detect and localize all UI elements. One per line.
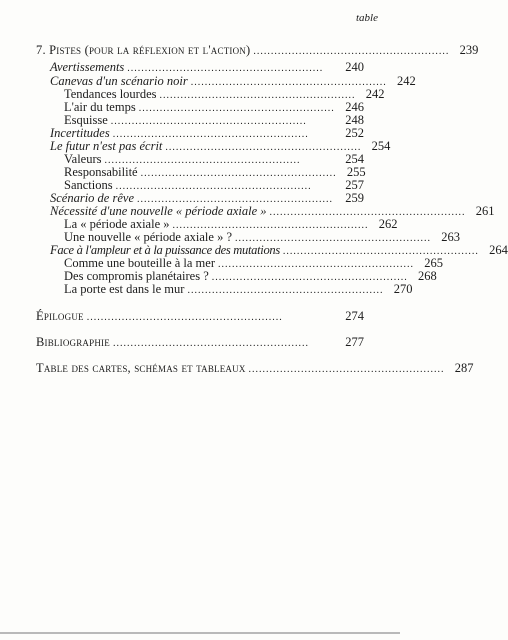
toc-entry-page: 254	[371, 139, 391, 153]
toc-entry-page: 257	[345, 178, 364, 192]
toc-epilogue	[36, 310, 364, 324]
page-edge-shadow	[0, 632, 400, 634]
leader-dots: ........................................................	[172, 220, 369, 231]
leader-dots: ........................................................	[165, 142, 362, 153]
leader-dots: ........................................................	[86, 312, 283, 323]
toc-entry-page: 261	[475, 204, 495, 218]
toc-entry-title: Esquisse	[64, 113, 108, 127]
leader-dots: ........................................................	[140, 168, 337, 179]
toc-entry-title: Valeurs	[64, 152, 102, 166]
toc-entry-title: Canevas d'un scénario noir	[50, 74, 188, 88]
leader-dots: ........................................................	[253, 46, 450, 57]
toc-section	[50, 61, 364, 75]
leader-dots: ........................................................	[137, 194, 333, 205]
leader-dots: ........................................................	[159, 90, 356, 101]
toc-entry-page: 270	[393, 282, 413, 296]
toc-entry-page: 274	[345, 309, 364, 323]
toc-entry-title: Comme une bouteille à la mer	[64, 256, 215, 270]
leader-dots: ........................................................	[190, 77, 387, 88]
toc-entry-page: 268	[418, 269, 437, 283]
toc-entry-page: 265	[424, 256, 443, 270]
toc-entry-title: Épilogue	[36, 309, 84, 323]
leader-dots: ........................................................	[235, 233, 431, 244]
toc-entry-page: 259	[345, 191, 364, 205]
toc-chapter-7	[36, 43, 479, 58]
toc-entry-page: 252	[345, 126, 364, 140]
toc-entry-page: 242	[365, 87, 385, 101]
toc-entry-page: 263	[441, 230, 460, 244]
toc-entry-title: Incertitudes	[50, 126, 110, 140]
leader-dots: ........................................................	[115, 181, 312, 192]
toc-entry-page: 264	[489, 243, 508, 257]
toc-entry-page: 277	[345, 335, 364, 349]
leader-dots: ........................................................	[110, 116, 307, 127]
toc-entry-page: 287	[454, 361, 474, 375]
toc-entry-page: 255	[346, 165, 366, 179]
toc-entry-title: Table des cartes, schémas et tableaux	[36, 361, 246, 375]
toc-entry-title: Scénario de rêve	[50, 191, 134, 205]
toc-entry-title: Le futur n'est pas écrit	[50, 139, 163, 153]
toc-list-of-figures	[36, 361, 474, 376]
toc-entry-title: Nécessité d'une nouvelle « période axiale »	[50, 204, 267, 218]
leader-dots: ........................................................	[104, 155, 301, 166]
leader-dots: ........................................................	[269, 207, 466, 218]
toc-bibliography	[36, 336, 364, 350]
leader-dots: ........................................................	[127, 63, 324, 74]
toc-entry-title: La porte est dans le mur	[64, 282, 185, 296]
toc-entry-page: 240	[345, 60, 364, 74]
toc-entry-title: La « période axiale »	[64, 217, 170, 231]
toc-entry-title: Tendances lourdes	[64, 87, 157, 101]
toc-subsection	[64, 101, 364, 115]
toc-entry-title: Bibliographie	[36, 335, 110, 349]
toc-entry-page: 242	[396, 74, 416, 88]
toc-entry-page: 248	[345, 113, 364, 127]
toc-entry-title: Responsabilité	[64, 165, 138, 179]
toc-entry-title: Une nouvelle « période axiale » ?	[64, 230, 232, 244]
leader-dots: ........................................................	[282, 246, 479, 257]
leader-dots: ........................................................	[218, 259, 414, 270]
toc-subsection	[64, 282, 413, 297]
leader-dots: ........................................................	[248, 364, 445, 375]
toc-entry-title: L'air du temps	[64, 100, 136, 114]
toc-entry-page: 246	[345, 100, 364, 114]
toc-entry-page: 239	[459, 43, 479, 57]
toc-entry-title: 7. Pistes (pour la réflexion et l'action)	[36, 43, 251, 57]
toc-entry-page: 254	[345, 152, 364, 166]
toc-entry-title: Face à l'ampleur et à la puissance des mutations	[50, 243, 280, 257]
leader-dots: ........................................................	[112, 338, 309, 349]
toc-entry-title: Sanctions	[64, 178, 113, 192]
toc-entry-page: 262	[378, 217, 398, 231]
toc-entry-title: Avertissements	[50, 60, 125, 74]
leader-dots: ........................................................	[112, 129, 309, 140]
leader-dots: ........................................................	[138, 103, 335, 114]
leader-dots: ........................................................	[211, 272, 408, 283]
running-header: table	[356, 12, 378, 24]
leader-dots: ........................................................	[187, 285, 384, 296]
toc-entry-title: Des compromis planétaires ?	[64, 269, 209, 283]
